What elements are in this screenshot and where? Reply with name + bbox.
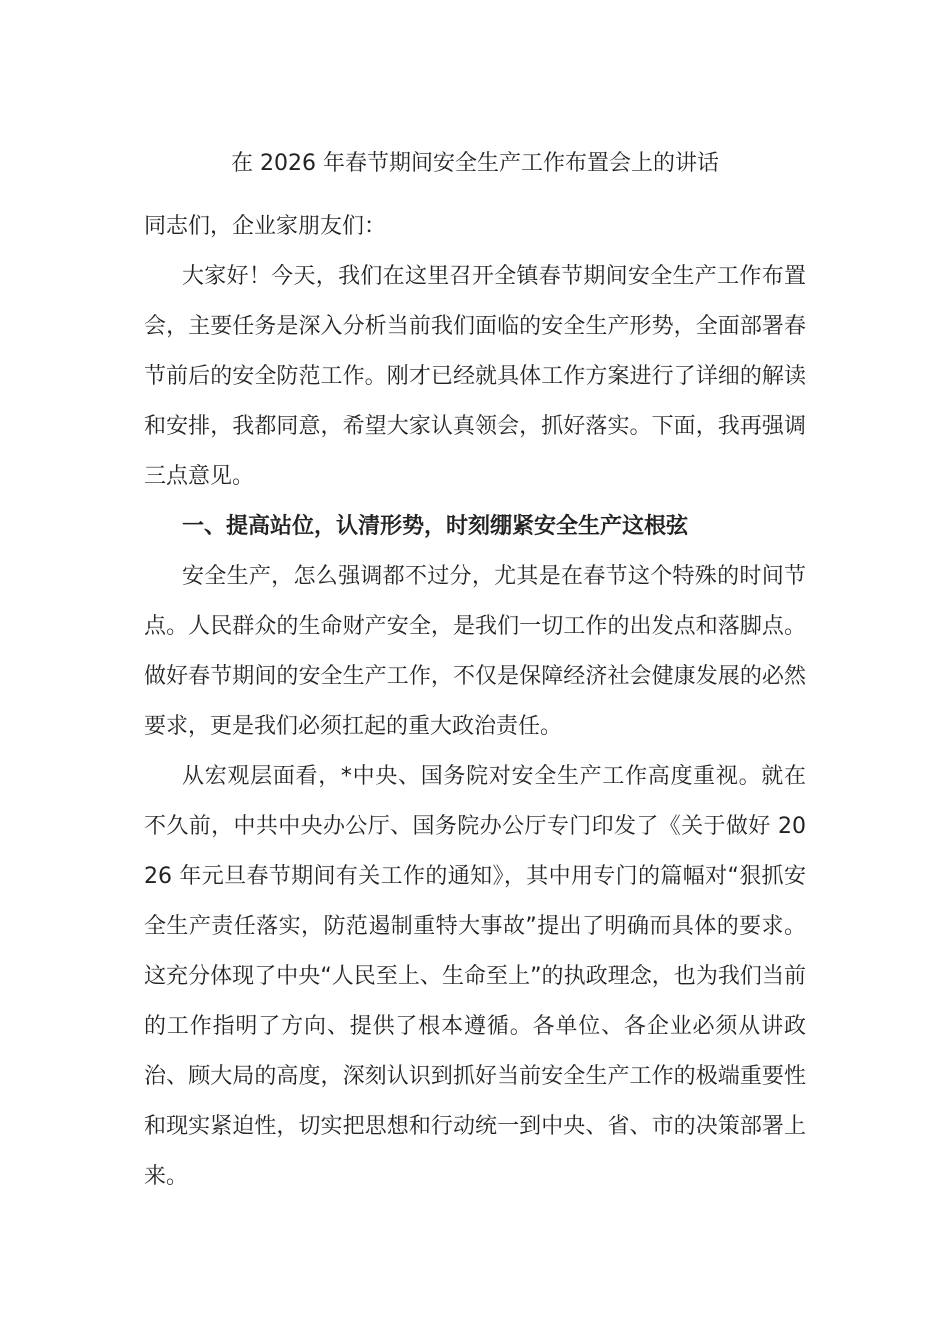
document-body: [144, 202, 806, 1202]
document-title: 在 2026 年春节期间安全生产工作布置会上的讲话: [231, 151, 719, 176]
salutation: 同志们，企业家朋友们：: [144, 214, 387, 239]
section-1-paragraph-1: 安全生产，怎么强调都不过分，尤其是在春节这个特殊的时间节点。人民群众的生命财产安全，是我们一切工作的出发点和落脚点。做好春节期间的安全生产工作，不仅是保障经济社会健康发展的必然要求，更是我们必须扛起的重大政治责任。: [144, 564, 806, 739]
section-1-heading: 一、提高站位，认清形势，时刻绷紧安全生产这根弦: [182, 514, 689, 539]
intro-paragraph: 大家好！今天，我们在这里召开全镇春节期间安全生产工作布置会，主要任务是深入分析当前我们面临的安全生产形势，全面部署春节前后的安全防范工作。刚才已经就具体工作方案进行了详细的解读和安排，我都同意，希望大家认真领会，抓好落实。下面，我再强调三点意见。: [144, 264, 806, 489]
section-1-paragraph-2: 从宏观层面看，*中央、国务院对安全生产工作高度重视。就在不久前，中共中央办公厅、国务院办公厅专门印发了《关于做好 2026 年元旦春节期间有关工作的通知》，其中用专门的篇幅对“狠抓安全生产责任落实，防范遏制重特大事故”提出了明确而具体的要求。这充分体现了中央“人民至上、生命至上”的执政理念，也为我们当前的工作指明了方向、提供了根本遵循。各单位、各企业必须从讲政治、顾大局的高度，深刻认识到抓好当前安全生产工作的极端重要性和现实紧迫性，切实把思想和行动统一到中央、省、市的决策部署上来。: [144, 764, 806, 1189]
